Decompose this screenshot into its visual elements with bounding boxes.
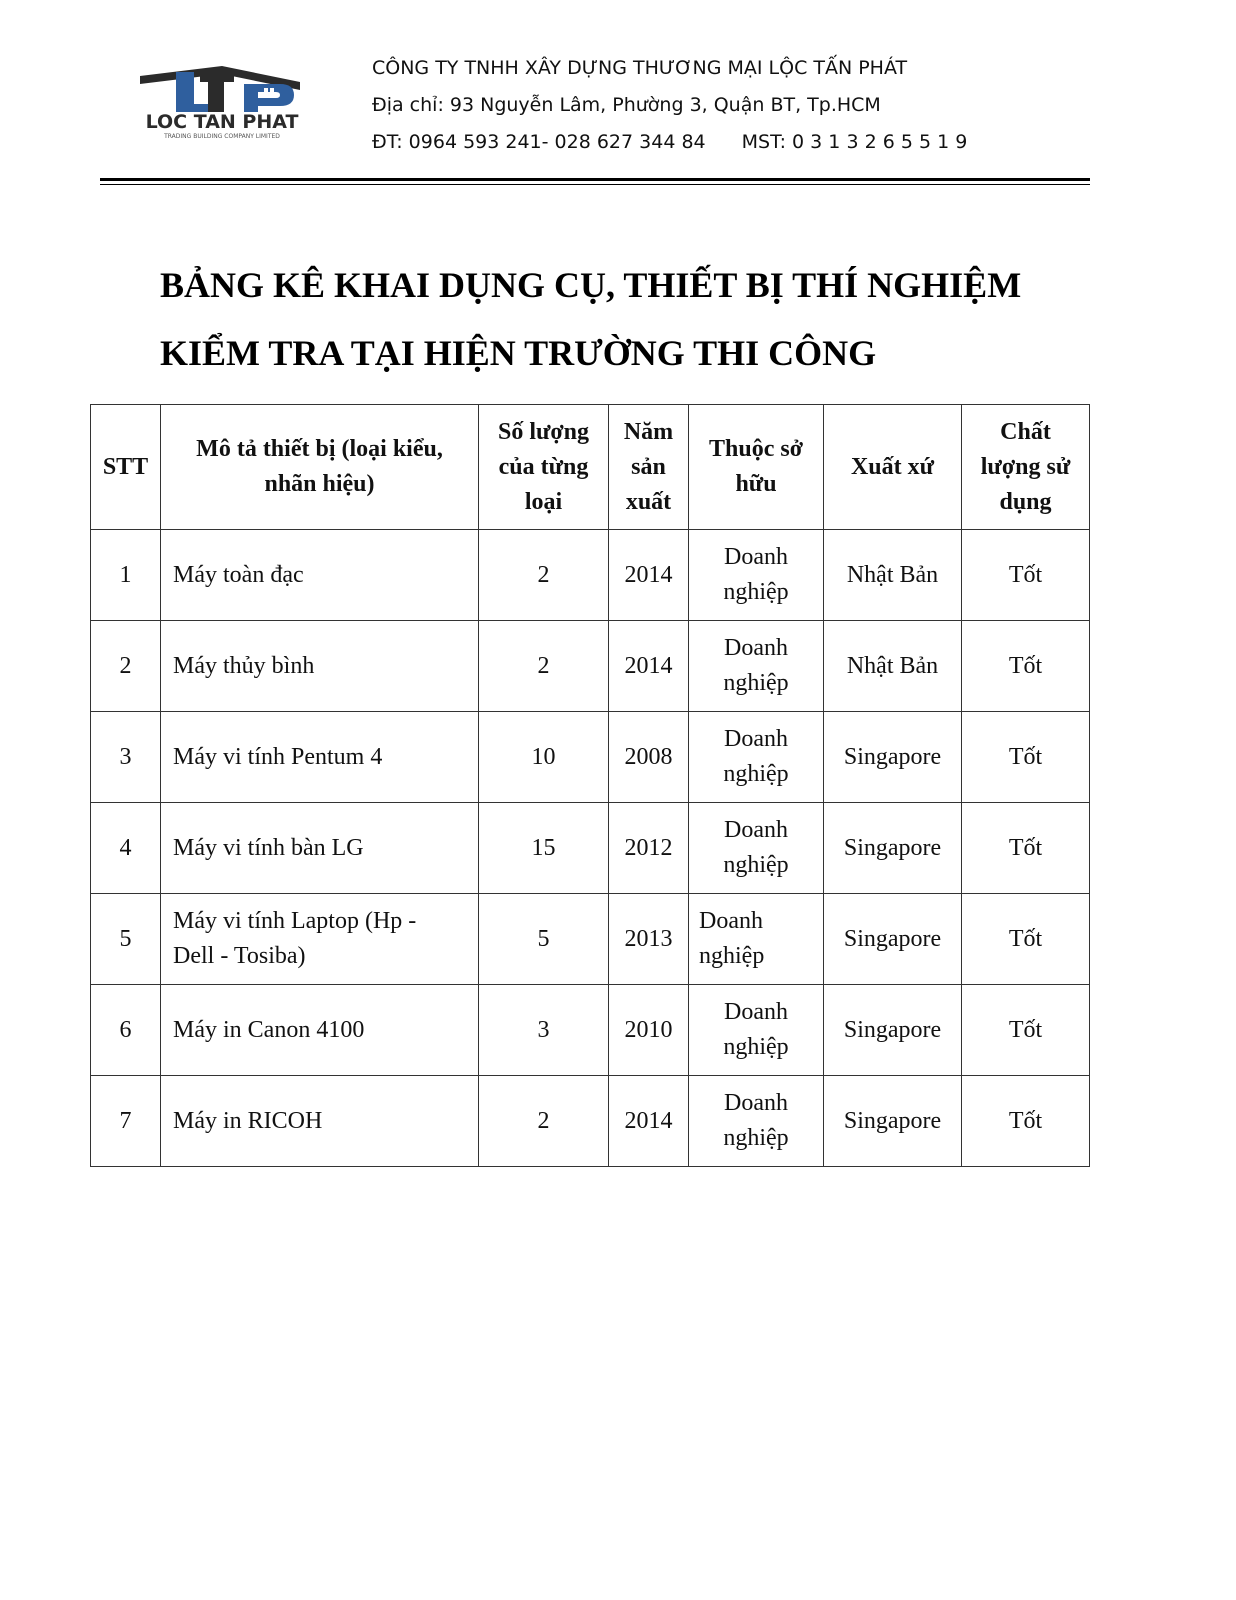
cell-owner: [689, 1076, 824, 1167]
cell-year: 2014: [609, 621, 689, 712]
cell-description: [161, 985, 479, 1076]
table-row: [91, 621, 1090, 712]
header-qty-line: của từng: [498, 453, 589, 480]
cell-owner-line: Doanh: [699, 908, 763, 934]
cell-stt: 2: [91, 621, 161, 712]
cell-owner-line: Doanh: [724, 544, 788, 570]
cell-year: 2010: [609, 985, 689, 1076]
cell-origin: Singapore: [824, 985, 962, 1076]
header-quality-line: lượng sử: [980, 453, 1071, 480]
header-qty-line: Số lượng: [497, 418, 590, 445]
header-year: [609, 405, 689, 530]
company-tax-id: MST: 0 3 1 3 2 6 5 5 1 9: [741, 131, 968, 153]
logo-text: LOC TAN PHAT: [145, 111, 299, 133]
cell-year: 2013: [609, 894, 689, 985]
header-quality-line: dụng: [999, 488, 1052, 515]
title-line-1: BẢNG KÊ KHAI DỤNG CỤ, THIẾT BỊ THÍ NGHIỆM: [160, 265, 1022, 305]
table-row: [91, 894, 1090, 985]
table-row: [91, 1076, 1090, 1167]
cell-stt: 4: [91, 803, 161, 894]
cell-quality: Tốt: [962, 1076, 1090, 1167]
cell-owner-line: Doanh: [724, 1090, 788, 1116]
cell-quantity: 3: [479, 985, 609, 1076]
cell-owner: [689, 803, 824, 894]
cell-quality: Tốt: [962, 621, 1090, 712]
cell-owner-line: nghiệp: [723, 852, 789, 878]
cell-owner-line: nghiệp: [699, 943, 765, 969]
cell-quantity: 2: [479, 530, 609, 621]
cell-description-line: Dell - Tosiba): [173, 943, 306, 969]
ltp-logo-mark: [104, 64, 344, 144]
cell-description-line: Máy vi tính Pentum 4: [173, 743, 383, 770]
table-header-row: [91, 405, 1090, 530]
company-address: Địa chỉ: 93 Nguyễn Lâm, Phường 3, Quận BT, Tp.HCM: [372, 94, 881, 116]
title-line-2: KIỂM TRA TẠI HIỆN TRƯỜNG THI CÔNG: [160, 333, 877, 373]
cell-stt: 3: [91, 712, 161, 803]
cell-year: 2012: [609, 803, 689, 894]
cell-stt: 7: [91, 1076, 161, 1167]
cell-description-line: Máy toàn đạc: [173, 561, 304, 588]
header-quantity: [479, 405, 609, 530]
cell-owner-line: nghiệp: [723, 761, 789, 787]
header-origin: [824, 405, 962, 530]
company-phone: ĐT: 0964 593 241- 028 627 344 84: [372, 131, 706, 153]
cell-description: [161, 621, 479, 712]
cell-stt: 5: [91, 894, 161, 985]
cell-owner-line: Doanh: [724, 635, 788, 661]
company-contact: [372, 124, 967, 161]
cell-origin: Singapore: [824, 712, 962, 803]
cell-origin: Nhật Bản: [824, 621, 962, 712]
cell-owner-line: nghiệp: [723, 579, 789, 605]
cell-stt: 1: [91, 530, 161, 621]
header-owner-line: hữu: [735, 471, 777, 497]
cell-description-line: Máy in Canon 4100: [173, 1016, 365, 1043]
header-desc-line: nhãn hiệu): [264, 471, 375, 497]
cell-description-line: Máy in RICOH: [173, 1107, 323, 1134]
header-quality: [962, 405, 1090, 530]
cell-year: 2014: [609, 530, 689, 621]
cell-origin: Nhật Bản: [824, 530, 962, 621]
cell-owner-line: Doanh: [724, 817, 788, 843]
cell-description: [161, 712, 479, 803]
cell-owner-line: nghiệp: [723, 1034, 789, 1060]
cell-origin: Singapore: [824, 1076, 962, 1167]
document-title: [160, 262, 1021, 398]
header-quality-line: Chất: [1000, 418, 1051, 445]
cell-description: [161, 530, 479, 621]
cell-owner-line: nghiệp: [723, 1125, 789, 1151]
cell-quantity: 10: [479, 712, 609, 803]
header-origin-label: Xuất xứ: [850, 453, 935, 480]
cell-owner-line: Doanh: [724, 999, 788, 1025]
cell-year: 2014: [609, 1076, 689, 1167]
cell-owner-line: nghiệp: [723, 670, 789, 696]
cell-description-line: Máy vi tính Laptop (Hp -: [173, 908, 417, 934]
table-row: [91, 712, 1090, 803]
cell-owner: [689, 985, 824, 1076]
header-divider-thick: [100, 178, 1090, 181]
logo-subtext: TRADING BUILDING COMPANY LIMITED: [164, 133, 280, 140]
header-divider-thin: [100, 184, 1090, 185]
cell-owner: [689, 530, 824, 621]
cell-year: 2008: [609, 712, 689, 803]
table-row: [91, 530, 1090, 621]
cell-owner-line: Doanh: [724, 726, 788, 752]
cell-quality: Tốt: [962, 530, 1090, 621]
cell-origin: Singapore: [824, 894, 962, 985]
cell-quantity: 5: [479, 894, 609, 985]
header-qty-line: loại: [524, 488, 563, 515]
header-year-line: xuất: [625, 488, 672, 515]
cell-owner: [689, 894, 824, 985]
header-stt-label: STT: [102, 453, 149, 480]
cell-quantity: 15: [479, 803, 609, 894]
header-owner-line: Thuộc sở: [709, 436, 803, 462]
header-desc-line: Mô tả thiết bị (loại kiểu,: [196, 436, 443, 462]
table-row: [91, 803, 1090, 894]
cell-description: [161, 894, 479, 985]
cell-origin: Singapore: [824, 803, 962, 894]
cell-quality: Tốt: [962, 894, 1090, 985]
cell-quantity: 2: [479, 1076, 609, 1167]
equipment-table: [90, 404, 1090, 1167]
cell-owner: [689, 712, 824, 803]
header-year-line: sản: [631, 453, 666, 480]
cell-quality: Tốt: [962, 712, 1090, 803]
company-name: CÔNG TY TNHH XÂY DỰNG THƯƠNG MẠI LỘC TẤN PHÁT: [372, 57, 908, 79]
cell-owner: [689, 621, 824, 712]
cell-description-line: Máy vi tính bàn LG: [173, 834, 364, 861]
company-info: [372, 50, 967, 161]
cell-quality: Tốt: [962, 803, 1090, 894]
cell-description-line: Máy thủy bình: [173, 652, 315, 679]
header-stt: [91, 405, 161, 530]
header-year-line: Năm: [623, 418, 674, 445]
cell-description: [161, 1076, 479, 1167]
cell-quantity: 2: [479, 621, 609, 712]
cell-stt: 6: [91, 985, 161, 1076]
header-description: [161, 405, 479, 530]
cell-quality: Tốt: [962, 985, 1090, 1076]
company-logo: [104, 64, 344, 144]
table-row: [91, 985, 1090, 1076]
header-owner: [689, 405, 824, 530]
cell-description: [161, 803, 479, 894]
